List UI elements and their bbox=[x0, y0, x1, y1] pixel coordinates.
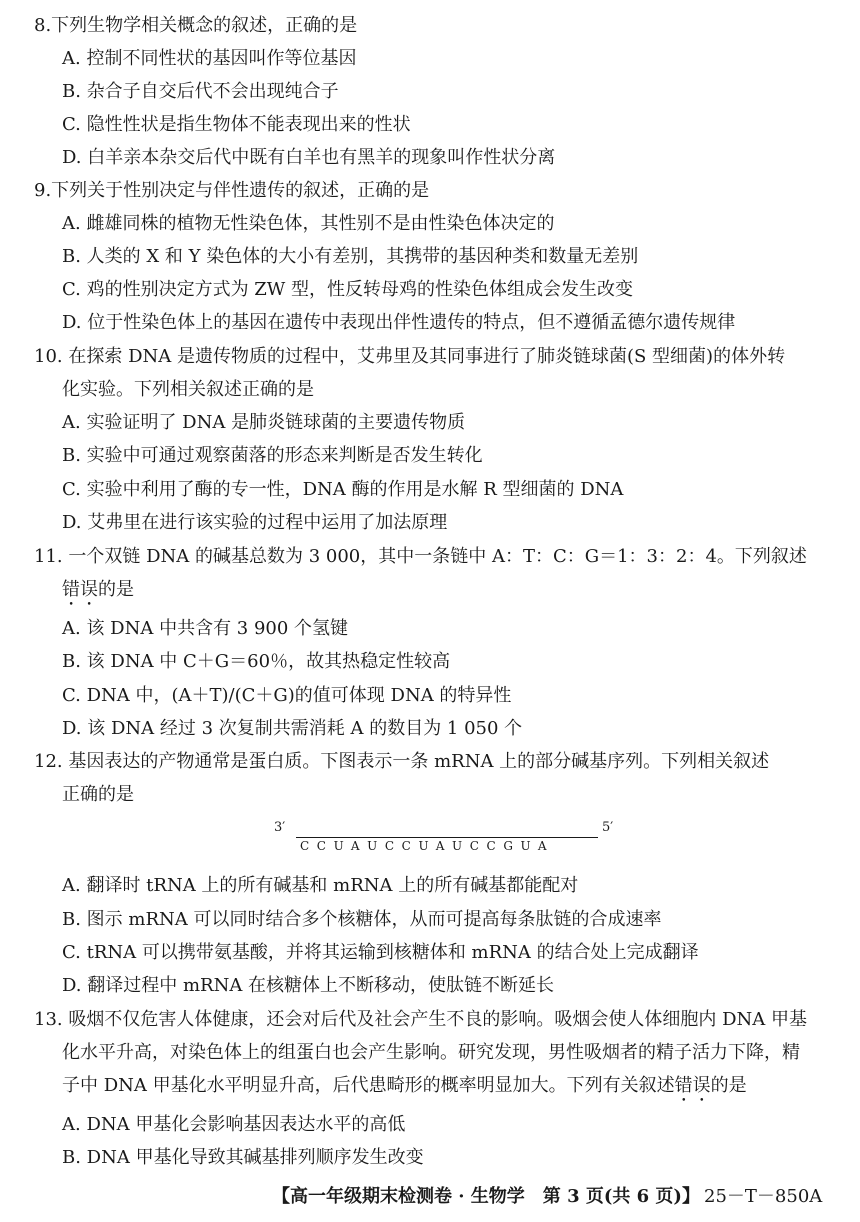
mrna-strand-line bbox=[296, 837, 598, 838]
question-11-option-b: B. 该 DNA 中 C＋G＝60％，故其热稳定性较高 bbox=[62, 651, 451, 672]
question-9-option-b: B. 人类的 X 和 Y 染色体的大小有差别，其携带的基因种类和数量无差别 bbox=[62, 246, 639, 267]
question-10-option-a: A. 实验证明了 DNA 是肺炎链球菌的主要遗传物质 bbox=[62, 412, 466, 433]
mrna-sequence-figure bbox=[272, 820, 622, 860]
question-12-option-c: C. tRNA 可以携带氨基酸，并将其运输到核糖体和 mRNA 的结合处上完成翻译 bbox=[62, 942, 699, 963]
question-10-option-b: B. 实验中可通过观察菌落的形态来判断是否发生转化 bbox=[62, 445, 483, 466]
question-10-stem-line2: 化实验。下列相关叙述正确的是 bbox=[62, 379, 314, 400]
question-12-option-b: B. 图示 mRNA 可以同时结合多个核糖体，从而可提高每条肽链的合成速率 bbox=[62, 909, 662, 930]
five-prime-label: 5′ bbox=[602, 820, 614, 835]
question-8-option-d: D. 白羊亲本杂交后代中既有白羊也有黑羊的现象叫作性状分离 bbox=[62, 147, 556, 168]
question-11-stem-line1: 11. 一个双链 DNA 的碱基总数为 3 000，其中一条链中 A：T：C：G＝1：3：2：4。下列叙述 bbox=[34, 546, 807, 567]
question-10-stem-line1: 10. 在探索 DNA 是遗传物质的过程中，艾弗里及其同事进行了肺炎链球菌(S 型细菌)的体外转 bbox=[34, 346, 786, 367]
question-11-stem-tail: 的是 bbox=[98, 579, 134, 600]
page-footer bbox=[0, 1183, 860, 1211]
base-sequence: CCUAUCCUAUCCGUA bbox=[300, 839, 555, 853]
question-12-stem-line1: 12. 基因表达的产物通常是蛋白质。下图表示一条 mRNA 上的部分碱基序列。下列相关叙述 bbox=[34, 751, 770, 772]
question-9-option-c: C. 鸡的性别决定方式为 ZW 型，性反转母鸡的性染色体组成会发生改变 bbox=[62, 279, 634, 300]
question-9-option-a: A. 雌雄同株的植物无性染色体，其性别不是由性染色体决定的 bbox=[62, 213, 555, 234]
question-13-stem-line2: 化水平升高，对染色体上的组蛋白也会产生影响。研究发现，男性吸烟者的精子活力下降，精 bbox=[62, 1042, 800, 1063]
footer-code: 25－T－850A bbox=[704, 1186, 823, 1207]
question-11-stem-line2 bbox=[0, 577, 860, 603]
question-8-option-a: A. 控制不同性状的基因叫作等位基因 bbox=[62, 48, 357, 69]
question-13-stem-line3 bbox=[0, 1073, 860, 1099]
emphasis-wrong: 错误 bbox=[62, 579, 98, 600]
question-12-option-d: D. 翻译过程中 mRNA 在核糖体上不断移动，使肽链不断延长 bbox=[62, 975, 555, 996]
question-13-stem-body: 子中 DNA 甲基化水平明显升高，后代患畸形的概率明显加大。下列有关叙述 bbox=[62, 1075, 675, 1096]
question-11-option-d: D. 该 DNA 经过 3 次复制共需消耗 A 的数目为 1 050 个 bbox=[62, 718, 523, 739]
question-8-stem: 8.下列生物学相关概念的叙述，正确的是 bbox=[34, 15, 358, 36]
question-9-stem: 9.下列关于性别决定与伴性遗传的叙述，正确的是 bbox=[34, 180, 430, 201]
question-13-stem-tail: 的是 bbox=[710, 1075, 747, 1096]
question-11-option-c: C. DNA 中，(A＋T)/(C＋G)的值可体现 DNA 的特异性 bbox=[62, 685, 512, 706]
emphasis-wrong: 错误 bbox=[674, 1075, 711, 1096]
question-13-stem-line1: 13. 吸烟不仅危害人体健康，还会对后代及社会产生不良的影响。吸烟会使人体细胞内 DNA 甲基 bbox=[34, 1009, 807, 1030]
question-8-option-b: B. 杂合子自交后代不会出现纯合子 bbox=[62, 81, 339, 102]
question-8-option-c: C. 隐性性状是指生物体不能表现出来的性状 bbox=[62, 114, 411, 135]
question-12-option-a: A. 翻译时 tRNA 上的所有碱基和 mRNA 上的所有碱基都能配对 bbox=[62, 875, 579, 896]
question-10-option-d: D. 艾弗里在进行该实验的过程中运用了加法原理 bbox=[62, 512, 448, 533]
question-9-option-d: D. 位于性染色体上的基因在遗传中表现出伴性遗传的特点，但不遵循孟德尔遗传规律 bbox=[62, 312, 736, 333]
question-11-option-a: A. 该 DNA 中共含有 3 900 个氢键 bbox=[62, 618, 349, 639]
footer-title: 【高一年级期末检测卷 · 生物学 第 3 页(共 6 页)】 bbox=[272, 1186, 700, 1207]
question-13-option-a: A. DNA 甲基化会影响基因表达水平的高低 bbox=[62, 1114, 406, 1135]
question-10-option-c: C. 实验中利用了酶的专一性，DNA 酶的作用是水解 R 型细菌的 DNA bbox=[62, 479, 624, 500]
question-13-option-b: B. DNA 甲基化导致其碱基排列顺序发生改变 bbox=[62, 1147, 424, 1168]
three-prime-label: 3′ bbox=[274, 820, 286, 835]
question-12-stem-line2: 正确的是 bbox=[62, 784, 134, 805]
